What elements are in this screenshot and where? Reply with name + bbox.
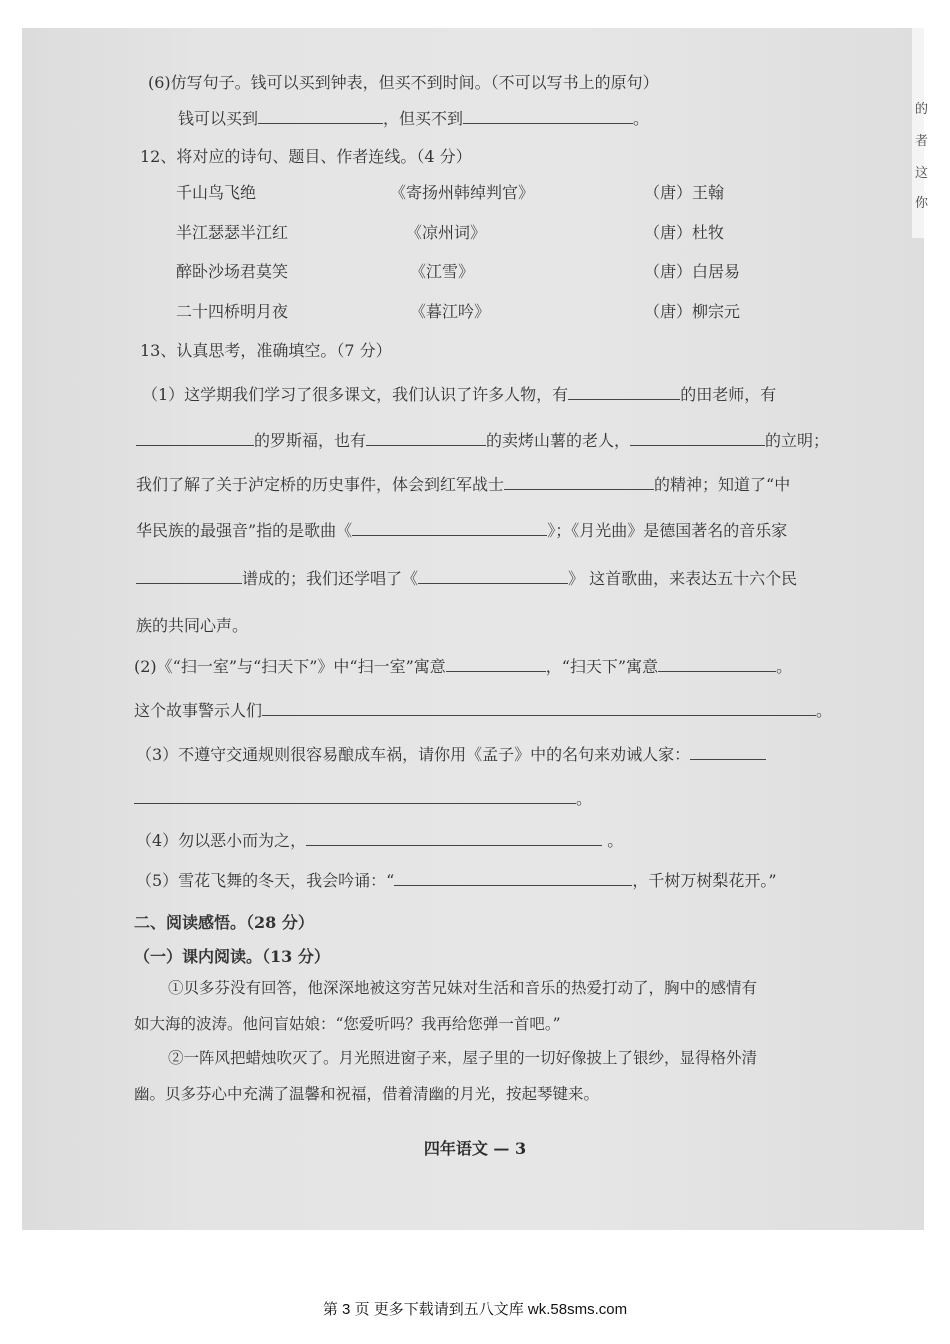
q13-5-line [136, 868, 777, 891]
q13-3-text-b: 。 [576, 789, 593, 808]
q6-title: (6)仿写句子。钱可以买到钟表，但买不到时间。（不可以写书上的原句） [148, 73, 659, 92]
q13-1-text-f: 我们了解了关于泸定桥的历史事件，体会到红军战士 [136, 475, 505, 494]
q13-1-blank-2[interactable] [136, 428, 254, 446]
q13-2-text-a: (2)《“扫一室”与“扫天下”》中“扫一室”寓意 [134, 657, 446, 676]
q13-3-blank-1[interactable] [690, 742, 766, 760]
q13-2-text-e: 。 [816, 701, 833, 720]
q13-1-blank-4[interactable] [630, 428, 765, 446]
poem-line-3[interactable]: 醉卧沙场君莫笑 [176, 262, 289, 281]
side-char-1: 的 [915, 102, 929, 117]
reading-para-1b: 如大海的波涛。他问盲姑娘：“您爱听吗？我再给您弹一首吧。” [134, 1015, 561, 1033]
q13-1-text-i: 》；《月光曲》是德国著名的音乐家 [547, 521, 788, 540]
section2-title: 二、阅读感悟。（28 分） [134, 913, 314, 932]
q13-5-blank[interactable] [394, 868, 632, 886]
q6-part1: 钱可以买到 [178, 109, 259, 128]
poem-title-1[interactable]: 《寄扬州韩绰判官》 [390, 183, 535, 202]
q13-1-line-5 [136, 566, 797, 589]
q6-blank-2[interactable] [463, 106, 633, 124]
q13-5-text-b: ，千树万树梨花开。” [632, 871, 777, 890]
q13-1-line-3 [136, 472, 790, 495]
poem-line-4[interactable]: 二十四桥明月夜 [176, 302, 289, 321]
q13-2-text-d: 这个故事警示人们 [134, 701, 263, 720]
q13-4-text-a: （4）勿以恶小而为之， [136, 831, 307, 850]
reading-para-1a: ①贝多芬没有回答，他深深地被这穷苦兄妹对生活和音乐的热爱打动了，胸中的感情有 [168, 979, 758, 997]
q13-3-line-2 [134, 786, 592, 809]
q6-fill-line [178, 106, 649, 129]
q12-title: 12、将对应的诗句、题目、作者连线。（4 分） [140, 147, 472, 166]
side-char-4: 你 [915, 196, 929, 211]
q13-1-text-k: 》 这首歌曲，来表达五十六个民 [568, 569, 798, 588]
q13-2-text-c: 。 [776, 657, 793, 676]
q13-2-blank-2[interactable] [658, 654, 776, 672]
side-char-3: 这 [915, 166, 929, 181]
q13-4-line [136, 828, 623, 851]
q13-title: 13、认真思考，准确填空。（7 分） [140, 341, 392, 360]
poem-author-2[interactable]: （唐）杜牧 [644, 223, 725, 242]
q13-3-text-a: （3）不遵守交通规则很容易酿成车祸，请你用《孟子》中的名句来劝诫人家： [136, 745, 691, 764]
poem-author-4[interactable]: （唐）柳宗元 [644, 302, 741, 321]
q13-1-text-a: （1）这学期我们学习了很多课文，我们认识了许多人物，有 [142, 385, 569, 404]
q13-1-blank-3[interactable] [366, 428, 486, 446]
q13-2-text-b: ，“扫天下”寓意 [545, 657, 659, 676]
q13-1-blank-5[interactable] [504, 472, 654, 490]
poem-title-4[interactable]: 《暮江吟》 [410, 302, 491, 321]
q13-1-line-6: 族的共同心声。 [136, 616, 249, 635]
q13-1-text-b: 的田老师，有 [680, 385, 777, 404]
q13-1-blank-8[interactable] [418, 566, 568, 584]
q13-1-blank-1[interactable] [568, 382, 680, 400]
q13-5-text-a: （5）雪花飞舞的冬天，我会吟诵：“ [136, 871, 395, 890]
page-number-footer: 四年语文 — 3 [423, 1139, 527, 1158]
q13-1-blank-7[interactable] [136, 566, 242, 584]
download-note: 第 3 页 更多下载请到五八文库 wk.58sms.com [322, 1301, 628, 1318]
q13-1-line-4 [136, 518, 787, 541]
poem-title-3[interactable]: 《江雪》 [410, 262, 475, 281]
exam-paper-photo [22, 28, 929, 1230]
side-char-2: 者 [915, 134, 929, 149]
q13-3-line-1 [136, 742, 766, 765]
q6-blank-1[interactable] [258, 106, 383, 124]
poem-author-1[interactable]: （唐）王翰 [644, 183, 725, 202]
q13-3-blank-2[interactable] [134, 786, 576, 804]
poem-author-3[interactable]: （唐）白居易 [644, 262, 741, 281]
q13-1-text-j: 谱成的；我们还学唱了《 [242, 569, 419, 588]
q13-2-blank-1[interactable] [446, 654, 546, 672]
q13-1-text-e: 的立明； [765, 431, 830, 450]
poem-title-2[interactable]: 《凉州词》 [406, 223, 487, 242]
q13-1-text-h: 华民族的最强音”指的是歌曲《 [136, 521, 353, 540]
q13-1-text-c: 的罗斯福，也有 [254, 431, 367, 450]
reading-para-2a: ②一阵风把蜡烛吹灭了。月光照进窗子来，屋子里的一切好像披上了银纱，显得格外清 [168, 1049, 758, 1067]
q13-1-line-2 [136, 428, 829, 451]
q6-part3: 。 [633, 109, 650, 128]
reading-para-2b: 幽。贝多芬心中充满了温馨和祝福，借着清幽的月光，按起琴键来。 [134, 1085, 600, 1103]
q13-1-text-g: 的精神；知道了“中 [654, 475, 791, 494]
q13-4-blank[interactable] [306, 828, 602, 846]
poem-line-1[interactable]: 千山鸟飞绝 [176, 183, 257, 202]
q13-1-blank-6[interactable] [352, 518, 547, 536]
q6-part2: ，但买不到 [383, 109, 464, 128]
q13-2-blank-3[interactable] [262, 698, 816, 716]
poem-line-2[interactable]: 半江瑟瑟半江红 [176, 223, 289, 242]
q13-1-line-1 [142, 382, 776, 405]
q13-1-text-d: 的卖烤山薯的老人， [486, 431, 631, 450]
q13-4-text-b: 。 [607, 831, 624, 850]
q13-2-line-2 [134, 698, 832, 721]
section2-subtitle: （一）课内阅读。（13 分） [134, 947, 330, 966]
q13-2-line-1 [134, 654, 792, 677]
